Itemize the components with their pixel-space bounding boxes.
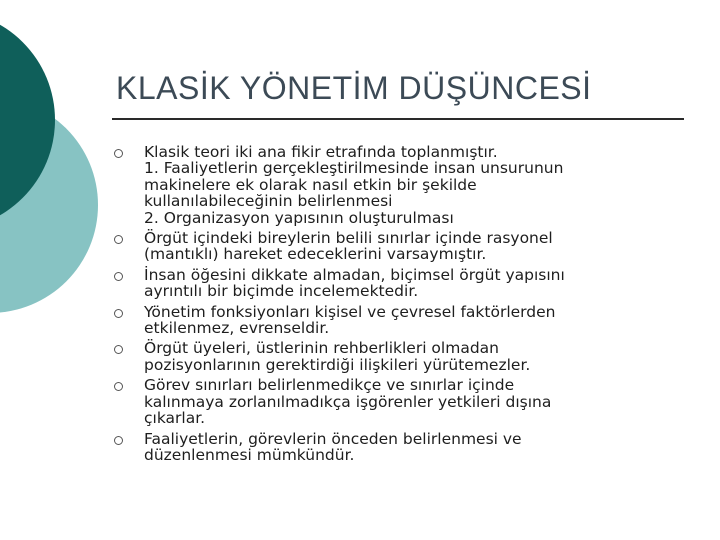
list-item-text-line: (mantıklı) hareket edeceklerini varsaymıştır.	[144, 245, 487, 264]
decorative-circles	[0, 0, 120, 330]
list-item-text-line: kalınmaya zorlanılmadıkça işgörenler yetkileri dışına	[144, 392, 552, 411]
list-item	[112, 230, 672, 263]
list-item	[112, 340, 672, 373]
list-item-text-line: Örgüt üyeleri, üstlerinin rehberlikleri olmadan	[144, 339, 499, 358]
list-item-text-line: ayrıntılı bir biçimde incelemektedir.	[144, 282, 419, 301]
list-item-text-line: makinelere ek olarak nasıl etkin bir şekilde	[144, 175, 477, 194]
list-item	[112, 377, 672, 426]
hollow-circle-bullet-icon	[114, 309, 123, 318]
list-item-text-line: etkilenmez, evrenseldir.	[144, 319, 330, 338]
hollow-circle-bullet-icon	[114, 345, 123, 354]
hollow-circle-bullet-icon	[114, 272, 123, 281]
list-item-text-line: 2. Organizasyon yapısının oluşturulması	[144, 208, 454, 227]
hollow-circle-bullet-icon	[114, 149, 123, 158]
bullet-list	[112, 144, 672, 467]
hollow-circle-bullet-icon	[114, 235, 123, 244]
list-item-text-line: Görev sınırları belirlenmedikçe ve sınırlar içinde	[144, 376, 515, 395]
hollow-circle-bullet-icon	[114, 436, 123, 445]
list-item	[112, 144, 672, 226]
list-item-text-line: düzenlenmesi mümkündür.	[144, 445, 355, 464]
list-item-text-line: İnsan öğesini dikkate almadan, biçimsel örgüt yapısını	[144, 265, 565, 284]
list-item-text-line: Yönetim fonksiyonları kişisel ve çevresel faktörlerden	[144, 302, 556, 321]
slide-title: KLASİK YÖNETİM DÜŞÜNCESİ	[116, 70, 592, 106]
list-item-text-line: Faaliyetlerin, görevlerin önceden belirlenmesi ve	[144, 429, 522, 448]
list-item-text-line: Örgüt içindeki bireylerin belili sınırlar içinde rasyonel	[144, 229, 553, 248]
list-item-text-line: Klasik teori iki ana fikir etrafında toplanmıştır.	[144, 143, 498, 161]
list-item-text-line: 1. Faaliyetlerin gerçekleştirilmesinde insan unsurunun	[144, 159, 564, 178]
list-item	[112, 431, 672, 464]
list-item	[112, 267, 672, 300]
hollow-circle-bullet-icon	[114, 382, 123, 391]
list-item-text-line: çıkarlar.	[144, 409, 206, 428]
list-item	[112, 304, 672, 337]
list-item-text-line: pozisyonlarının gerektirdiği ilişkileri yürütemezler.	[144, 355, 531, 374]
title-divider	[112, 118, 684, 120]
list-item-text-line: kullanılabileceğinin belirlenmesi	[144, 192, 393, 211]
